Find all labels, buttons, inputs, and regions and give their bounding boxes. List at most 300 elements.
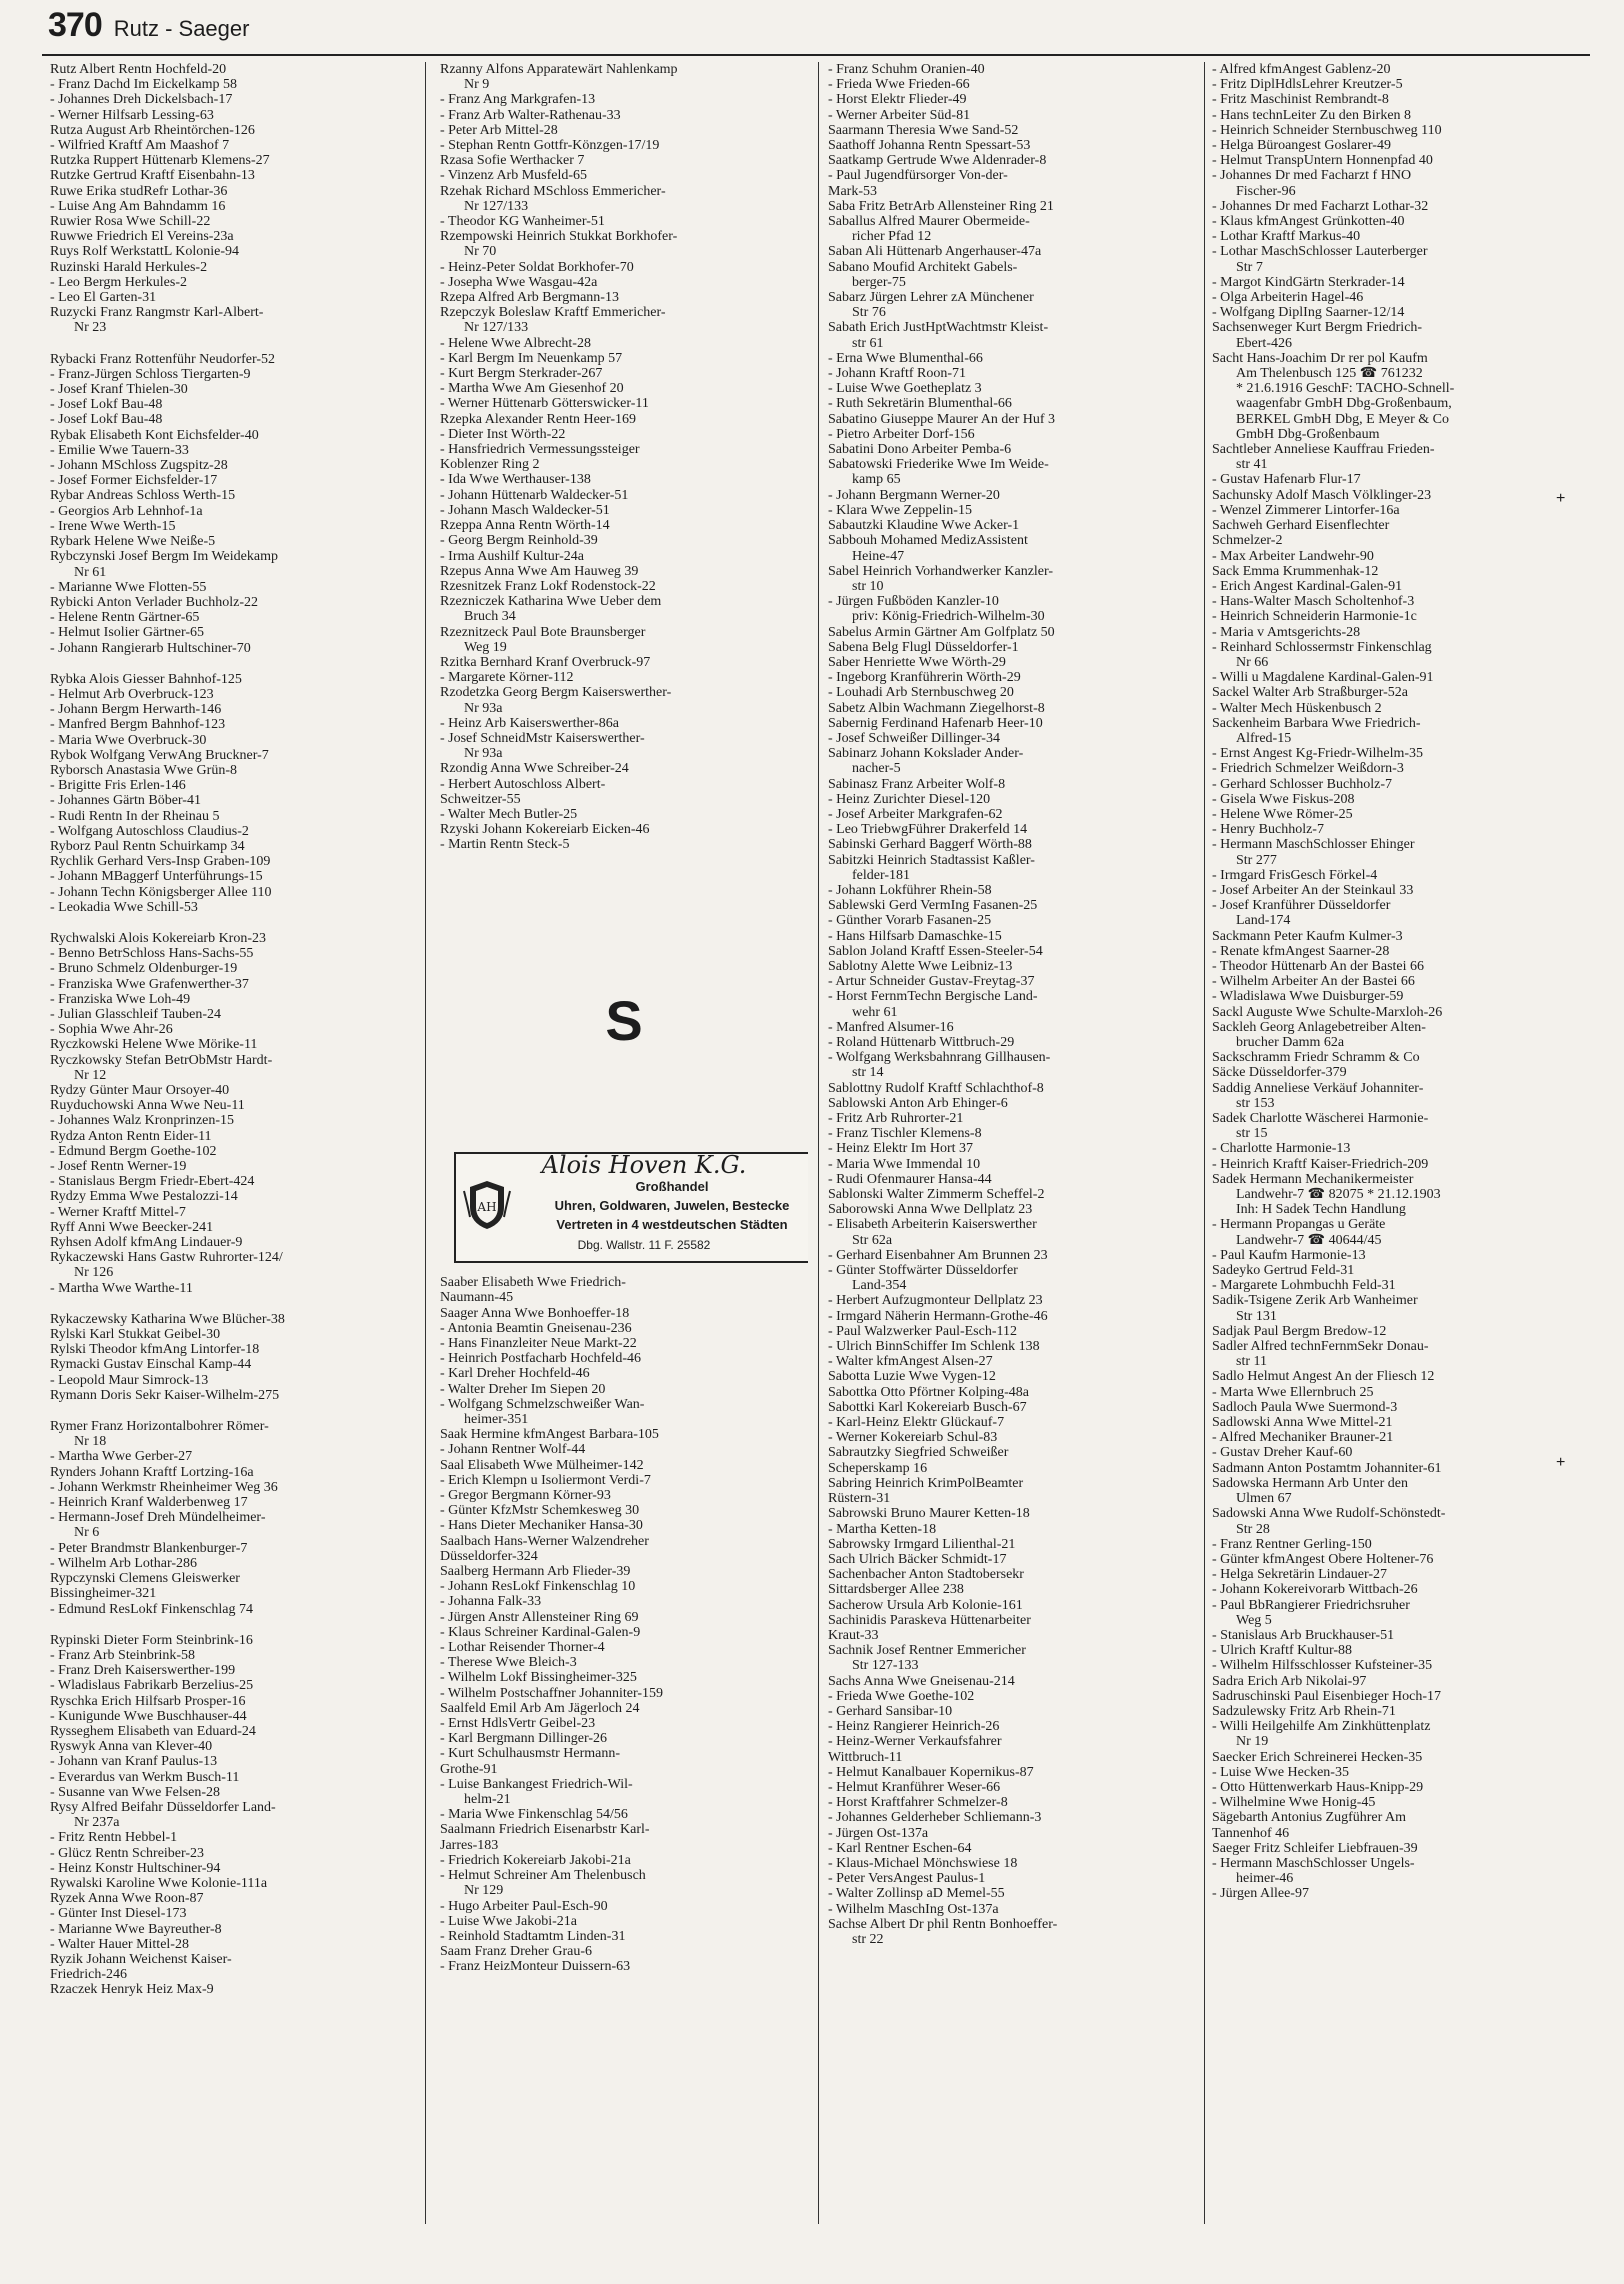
directory-entry: Schweitzer-55	[440, 791, 521, 807]
directory-entry: - Manfred Bergm Bahnhof-123	[50, 717, 226, 733]
directory-entry: - Irmgard FrisGesch Förkel-4	[1212, 867, 1378, 883]
svg-text:AH: AH	[477, 1200, 497, 1215]
directory-entry: - Josepha Wwe Wasgau-42a	[440, 274, 598, 290]
directory-entry: - Kurt Schulhausmstr Hermann-	[440, 1746, 621, 1762]
directory-entry: - Willi Heilgehilfe Am Zinkhüttenplatz	[1212, 1719, 1431, 1735]
directory-entry: - Karl Rentner Eschen-64	[828, 1840, 972, 1856]
entry-continuation: heimer-46	[1236, 1871, 1294, 1887]
entry-continuation: Landwehr-7 ☎ 40644/45	[1236, 1232, 1382, 1248]
directory-entry: Sachunsky Adolf Masch Völklinger-23	[1212, 487, 1432, 503]
entry-continuation: Inh: H Sadek Techn Handlung	[1236, 1202, 1406, 1218]
directory-entry: Sadowski Anna Wwe Rudolf-Schönstedt-	[1212, 1506, 1446, 1522]
directory-entry: - Friedrich Schmelzer Weißdorn-3	[1212, 761, 1404, 777]
directory-entry: Saalberg Hermann Arb Flieder-39	[440, 1564, 631, 1580]
directory-entry: Sabel Heinrich Vorhandwerker Kanzler-	[828, 563, 1054, 579]
directory-entry: - Johannes Gärtn Böber-41	[50, 793, 201, 809]
directory-entry: - Heinrich Postfacharb Hochfeld-46	[440, 1351, 641, 1367]
directory-entry: Sabrautzky Siegfried Schweißer	[828, 1445, 1009, 1461]
directory-entry: Rybar Andreas Schloss Werth-15	[50, 488, 236, 504]
directory-entry: - Helmut Kanalbauer Kopernikus-87	[828, 1764, 1034, 1780]
directory-entry: Saballus Alfred Maurer Obermeide-	[828, 214, 1030, 230]
directory-entry: - Johannes Gelderheber Schliemann-3	[828, 1810, 1042, 1826]
directory-entry: - Günter KfzMstr Schemkesweg 30	[440, 1503, 640, 1519]
directory-entry: Sittardsberger Allee 238	[828, 1582, 964, 1598]
directory-entry: - Maria Wwe Overbruck-30	[50, 732, 207, 748]
directory-entry: - Wilhelmine Wwe Honig-45	[1212, 1795, 1376, 1811]
directory-entry: - Leo TriebwgFührer Drakerfeld 14	[828, 822, 1028, 838]
directory-entry: Sabelus Armin Gärtner Am Golfplatz 50	[828, 624, 1055, 640]
plus-mark: +	[1556, 1454, 1566, 1471]
directory-entry: Rzanny Alfons Apparatewärt Nahlenkamp	[440, 62, 678, 77]
directory-entry: - Johann Lokführer Rhein-58	[828, 882, 992, 898]
directory-entry: Saaber Elisabeth Wwe Friedrich-	[440, 1275, 626, 1291]
entry-continuation: Str 76	[852, 305, 886, 321]
directory-entry: Säcke Düsseldorfer-379	[1212, 1065, 1347, 1081]
directory-entry: - Josef Arbeiter Markgrafen-62	[828, 806, 1003, 822]
entry-continuation: str 22	[852, 1931, 884, 1947]
entry-continuation: str 10	[852, 578, 884, 594]
directory-entry: Düsseldorfer-324	[440, 1548, 538, 1564]
directory-entry: - Paul Walzwerker Paul-Esch-112	[828, 1323, 1017, 1339]
entry-continuation: Nr 93a	[464, 746, 503, 762]
directory-entry: - Marianne Wwe Flotten-55	[50, 579, 207, 595]
directory-entry: Sablonski Walter Zimmerm Scheffel-2	[828, 1187, 1045, 1203]
entry-continuation: kamp 65	[852, 472, 901, 488]
directory-entry: Sadowska Hermann Arb Unter den	[1212, 1475, 1408, 1491]
directory-entry: - Josef Lokf Bau-48	[50, 412, 163, 428]
directory-entry: Saecker Erich Schreinerei Hecken-35	[1212, 1749, 1423, 1765]
directory-entry: - Artur Schneider Gustav-Freytag-37	[828, 974, 1035, 990]
directory-entry: - Erich Angest Kardinal-Galen-91	[1212, 578, 1403, 594]
directory-entry: Friedrich-246	[50, 1967, 127, 1983]
directory-entry: Rzezniczek Katharina Wwe Ueber dem	[440, 594, 662, 610]
directory-entry: Rypinski Dieter Form Steinbrink-16	[50, 1632, 253, 1648]
directory-entry: - Gerhard Sansibar-10	[828, 1703, 953, 1719]
directory-entry: Rzodetzka Georg Bergm Kaiserswerther-	[440, 685, 672, 701]
directory-entry: - Heinrich Schneider Sternbuschweg 110	[1212, 122, 1442, 138]
directory-entry: - Fritz DiplHdlsLehrer Kreutzer-5	[1212, 77, 1403, 93]
directory-entry: - Franz Rentner Gerling-150	[1212, 1536, 1372, 1552]
directory-entry: Rzepus Anna Wwe Am Hauweg 39	[440, 563, 639, 579]
directory-entry: - Wolfgang DiplIng Saarner-12/14	[1212, 305, 1405, 321]
directory-entry: Ruwe Erika studRefr Lothar-36	[50, 183, 228, 199]
directory-entry: - Josef Kranführer Düsseldorfer	[1212, 898, 1391, 914]
directory-entry: - Gustav Hafenarb Flur-17	[1212, 472, 1361, 488]
directory-entry: - Johann Bergmann Werner-20	[828, 487, 1000, 503]
entry-continuation: Str 28	[1236, 1521, 1270, 1537]
directory-entry: - Leokadia Wwe Schill-53	[50, 899, 198, 915]
directory-entry: - Erna Wwe Blumenthal-66	[828, 350, 983, 366]
directory-entry: - Glücz Rentn Schreiber-23	[50, 1845, 205, 1861]
directory-entry: - Franz Dachd Im Eickelkamp 58	[50, 77, 237, 93]
directory-entry: - Lothar Kraftf Markus-40	[1212, 229, 1361, 245]
directory-entry: - Lothar MaschSchlosser Lauterberger	[1212, 244, 1428, 260]
directory-column-2	[440, 62, 808, 2224]
directory-entry: Rybok Wolfgang VerwAng Bruckner-7	[50, 747, 269, 763]
entry-continuation: wehr 61	[852, 1004, 898, 1020]
directory-entry: - Johann Rentner Wolf-44	[440, 1442, 586, 1458]
directory-entry: - Josef Lokf Bau-48	[50, 397, 163, 413]
directory-entry: Saddig Anneliese Verkäuf Johanniter-	[1212, 1080, 1424, 1096]
directory-entry: Sadjak Paul Bergm Bredow-12	[1212, 1323, 1387, 1339]
directory-entry: Sachinidis Paraskeva Hüttenarbeiter	[828, 1612, 1031, 1628]
directory-entry: Ruwwe Friedrich El Vereins-23a	[50, 229, 234, 245]
directory-entry: Sabatini Dono Arbeiter Pemba-6	[828, 442, 1012, 458]
directory-entry: Sadmann Anton Postamtm Johanniter-61	[1212, 1460, 1442, 1476]
directory-entry: - Walter Zollinsp aD Memel-55	[828, 1886, 1005, 1902]
directory-entry: - Franz HeizMonteur Duissern-63	[440, 1959, 631, 1975]
directory-entry: Rutzka Ruppert Hüttenarb Klemens-27	[50, 153, 270, 169]
directory-entry: - Klaus-Michael Mönchswiese 18	[828, 1855, 1018, 1871]
entry-continuation: Nr 127/133	[464, 320, 529, 336]
directory-entry: - Werner Arbeiter Süd-81	[828, 107, 971, 123]
entry-continuation: Ulmen 67	[1236, 1491, 1292, 1507]
directory-entry: - Werner Hüttenarb Götterswicker-11	[440, 396, 649, 412]
directory-entry: - Johann Kraftf Roon-71	[828, 366, 967, 382]
entry-continuation: Nr 70	[464, 244, 497, 260]
directory-column-3	[828, 62, 1192, 2224]
directory-entry: - Jürgen Anstr Allensteiner Ring 69	[440, 1609, 639, 1625]
directory-entry: - Rudi Ofenmaurer Hansa-44	[828, 1171, 992, 1187]
directory-entry: Rzesnitzek Franz Lokf Rodenstock-22	[440, 578, 656, 594]
directory-entry: - Wilhelm MaschIng Ost-137a	[828, 1901, 999, 1917]
directory-entry: - Josef Former Eichsfelder-17	[50, 473, 218, 489]
directory-entry: Rzeppa Anna Rentn Wörth-14	[440, 518, 610, 534]
directory-entry: - Hans Hilfsarb Damaschke-15	[828, 928, 1002, 944]
entry-continuation: Nr 61	[74, 564, 107, 580]
directory-entry: - Georgios Arb Lehnhof-1a	[50, 503, 203, 519]
directory-entry: Sadlo Helmut Angest An der Fliesch 12	[1212, 1369, 1435, 1385]
entry-continuation: waagenfabr GmbH Dbg-Großenbaum,	[1236, 396, 1452, 412]
directory-entry: Saatkamp Gertrude Wwe Aldenrader-8	[828, 153, 1047, 169]
directory-entry: Ryczkowski Helene Wwe Mörike-11	[50, 1037, 258, 1053]
directory-entry: - Walter kfmAngest Alsen-27	[828, 1354, 993, 1370]
directory-entry: Sabinarz Johann Kokslader Ander-	[828, 746, 1024, 762]
directory-entry: Sabetz Albin Wachmann Ziegelhorst-8	[828, 700, 1045, 716]
directory-entry: - Helmut TranspUntern Honnenpfad 40	[1212, 153, 1433, 169]
entry-continuation: heimer-351	[464, 1412, 529, 1427]
directory-entry: Saborowski Anna Wwe Dellplatz 23	[828, 1202, 1033, 1218]
directory-entry: - Frieda Wwe Frieden-66	[828, 77, 970, 93]
entry-continuation: Land-354	[852, 1278, 907, 1294]
directory-entry: - Margot KindGärtn Sterkrader-14	[1212, 274, 1405, 290]
directory-entry: - Wolfgang Schmelzschweißer Wan-	[440, 1396, 645, 1412]
directory-entry: - Helene Wwe Römer-25	[1212, 806, 1353, 822]
directory-entry: Sachtleber Anneliese Kauffrau Frieden-	[1212, 442, 1435, 458]
directory-entry: - Heinz Konstr Hultschiner-94	[50, 1860, 221, 1876]
directory-entry: - Walter Mech Hüskenbusch 2	[1212, 700, 1382, 716]
directory-entry: - Werner Hilfsarb Lessing-63	[50, 107, 214, 123]
directory-entry: - Stanislaus Arb Bruckhauser-51	[1212, 1627, 1395, 1643]
directory-entry: Ryborz Paul Rentn Schuirkamp 34	[50, 838, 245, 854]
directory-entry: - Günter Stoffwärter Düsseldorfer	[828, 1263, 1018, 1279]
entry-continuation: Nr 127/133	[464, 198, 529, 214]
entry-continuation: berger-75	[852, 274, 906, 290]
directory-entry: - Luise Wwe Hecken-35	[1212, 1764, 1349, 1780]
directory-entry: - Irma Aushilf Kultur-24a	[440, 548, 584, 564]
directory-entry: Saeger Fritz Schleifer Liebfrauen-39	[1212, 1840, 1418, 1856]
directory-entry: Ruzinski Harald Herkules-2	[50, 259, 208, 275]
directory-entry: Sacht Hans-Joachim Dr rer pol Kaufm	[1212, 350, 1428, 366]
directory-entry: - Josef SchneidMstr Kaiserswerther-	[440, 730, 645, 746]
directory-entry: - Hans technLeiter Zu den Birken 8	[1212, 107, 1412, 123]
entry-continuation: brucher Damm 62a	[1236, 1035, 1345, 1050]
directory-entry: - Wilfried Kraftf Am Maashof 7	[50, 138, 230, 154]
directory-entry: - Johann Bergm Herwarth-146	[50, 702, 222, 718]
directory-entry: - Wilhelm Hilfsschlosser Kufsteiner-35	[1212, 1658, 1433, 1674]
directory-entry: Ryborsch Anastasia Wwe Grün-8	[50, 762, 237, 778]
directory-entry: - Günther Vorarb Fasanen-25	[828, 913, 992, 929]
directory-entry: - Hermann MaschSchlosser Ungels-	[1212, 1855, 1415, 1871]
directory-entry: - Johann MSchloss Zugspitz-28	[50, 458, 228, 474]
directory-entry: - Jürgen Fußböden Kanzler-10	[828, 594, 999, 610]
directory-entry: - Louhadi Arb Sternbuschweg 20	[828, 685, 1014, 701]
directory-entry: - Leo Bergm Herkules-2	[50, 274, 187, 290]
directory-entry: - Alfred Mechaniker Brauner-21	[1212, 1430, 1394, 1446]
directory-entry: - Klara Wwe Zeppelin-15	[828, 502, 972, 518]
directory-entry: Rybka Alois Giesser Bahnhof-125	[50, 671, 242, 687]
directory-entry: - Pietro Arbeiter Dorf-156	[828, 426, 975, 442]
directory-entry: - Therese Wwe Bleich-3	[440, 1655, 577, 1671]
directory-entry: Sabano Moufid Architekt Gabels-	[828, 259, 1018, 275]
directory-entry: Sabena Belg Flugl Düsseldorfer-1	[828, 639, 1019, 655]
entry-continuation: Fischer-96	[1236, 183, 1296, 199]
entry-continuation: Landwehr-7 ☎ 82075 * 21.12.1903	[1236, 1187, 1441, 1203]
directory-entry: - Walter Dreher Im Siepen 20	[440, 1381, 606, 1397]
directory-entry: - Theodor Hüttenarb An der Bastei 66	[1212, 958, 1425, 974]
entry-gap	[50, 656, 414, 672]
directory-entry: - Gisela Wwe Fiskus-208	[1212, 791, 1355, 807]
directory-entry: - Fritz Rentn Hebbel-1	[50, 1830, 178, 1846]
entry-continuation: Str 127-133	[852, 1658, 919, 1674]
directory-entry: - Hermann-Josef Dreh Mündelheimer-	[50, 1510, 266, 1526]
directory-entry: Ryschka Erich Hilfsarb Prosper-16	[50, 1693, 246, 1709]
directory-entry: Saak Hermine kfmAngest Barbara-105	[440, 1427, 659, 1443]
directory-entry: - Helene Rentn Gärtner-65	[50, 610, 200, 626]
directory-entry: Sackl Auguste Wwe Schulte-Marxloh-26	[1212, 1004, 1443, 1020]
directory-entry: Rychlik Gerhard Vers-Insp Graben-109	[50, 854, 271, 870]
directory-entry: - Gerhard Eisenbahner Am Brunnen 23	[828, 1247, 1048, 1263]
directory-entry: Sackmann Peter Kaufm Kulmer-3	[1212, 928, 1403, 944]
directory-entry: - Karl Bergm Im Neuenkamp 57	[440, 350, 623, 366]
directory-entry: - Elisabeth Arbeiterin Kaiserswerther	[828, 1217, 1037, 1233]
directory-entry: Saalbach Hans-Werner Walzendreher	[440, 1533, 649, 1549]
directory-entry: Saban Ali Hüttenarb Angerhauser-47a	[828, 244, 1042, 260]
entry-continuation: Nr 12	[74, 1067, 107, 1083]
directory-entry: Rydzy Emma Wwe Pestalozzi-14	[50, 1189, 238, 1205]
directory-entry: - Paul BbRangierer Friedrichsruher	[1212, 1597, 1410, 1613]
directory-column-1	[50, 62, 414, 2224]
advertisement-box	[454, 1152, 808, 1263]
directory-entry: Rzepka Alexander Rentn Heer-169	[440, 411, 637, 427]
directory-entry: - Josef Kranf Thielen-30	[50, 382, 188, 398]
entry-continuation: helm-21	[464, 1792, 511, 1808]
directory-entry: Rysy Alfred Beifahr Düsseldorfer Land-	[50, 1799, 276, 1815]
directory-entry: Rybak Elisabeth Kont Eichsfelder-40	[50, 427, 259, 443]
entries-s-section	[440, 1275, 808, 1974]
directory-entry: - Johann Masch Waldecker-51	[440, 502, 610, 518]
directory-entry: Rykaczewsky Katharina Wwe Blücher-38	[50, 1311, 285, 1327]
directory-entry: Rzehak Richard MSchloss Emmericher-	[440, 183, 666, 199]
directory-entry: - Franz Arb Walter-Rathenau-33	[440, 107, 621, 123]
running-title: Rutz - Saeger	[113, 16, 250, 41]
directory-entry: - Franz Tischler Klemens-8	[828, 1126, 982, 1142]
directory-entry: - Jürgen Allee-97	[1212, 1886, 1309, 1902]
directory-entry: - Gerhard Schlosser Buchholz-7	[1212, 776, 1393, 792]
directory-entry: Ryzek Anna Wwe Roon-87	[50, 1891, 204, 1907]
entry-continuation: str 61	[852, 335, 884, 351]
directory-entry: - Sophia Wwe Ahr-26	[50, 1022, 173, 1038]
directory-entry: - Franz Dreh Kaiserswerther-199	[50, 1663, 236, 1679]
directory-entry: - Manfred Alsumer-16	[828, 1019, 954, 1035]
entry-continuation: Str 7	[1236, 259, 1263, 275]
column-divider	[1204, 62, 1205, 2224]
directory-entry: - Stephan Rentn Gottfr-Könzgen-17/19	[440, 138, 660, 154]
directory-entry: - Helmut Arb Overbruck-123	[50, 686, 214, 702]
directory-entry: Rzitka Bernhard Kranf Overbruck-97	[440, 654, 651, 670]
directory-entry: Bissingheimer-321	[50, 1586, 157, 1602]
directory-entry: - Wilhelm Arbeiter An der Bastei 66	[1212, 974, 1415, 990]
directory-entry: - Helmut Isolier Gärtner-65	[50, 625, 205, 641]
directory-entry: - Karl Bergmann Dillinger-26	[440, 1731, 608, 1747]
directory-entry: Rzaczek Henryk Heiz Max-9	[50, 1982, 214, 1998]
directory-entry: Sadzulewsky Fritz Arb Rhein-71	[1212, 1703, 1396, 1719]
directory-entry: - Jürgen Ost-137a	[828, 1825, 929, 1841]
directory-entry: - Ernst HdlsVertr Geibel-23	[440, 1716, 596, 1732]
directory-entry: Saarmann Theresia Wwe Sand-52	[828, 122, 1019, 138]
directory-entry: - Maria v Amtsgerichts-28	[1212, 624, 1361, 640]
entry-continuation: Nr 129	[464, 1883, 504, 1899]
directory-entry: - Roland Hüttenarb Wittbruch-29	[828, 1035, 1015, 1050]
page-header	[48, 6, 249, 46]
directory-entry: Rywalski Karoline Wwe Kolonie-111a	[50, 1875, 268, 1891]
directory-entry: - Margarete Lohmbuchh Feld-31	[1212, 1278, 1396, 1294]
directory-entry: - Johann Kokereivorarb Wittbach-26	[1212, 1582, 1418, 1598]
directory-entry: - Reinhold Stadtamtm Linden-31	[440, 1928, 626, 1944]
directory-entry: - Martha Wwe Warthe-11	[50, 1280, 193, 1296]
entry-continuation: Nr 126	[74, 1265, 114, 1281]
directory-entry: Ryswyk Anna van Klever-40	[50, 1739, 213, 1755]
directory-entry: Jarres-183	[440, 1837, 499, 1853]
directory-entry: Sachnik Josef Rentner Emmericher	[828, 1643, 1026, 1659]
directory-entry: - Peter Brandmstr Blankenburger-7	[50, 1540, 248, 1556]
directory-entry: - Franziska Wwe Grafenwerther-37	[50, 976, 249, 992]
directory-entry: - Edmund Bergm Goethe-102	[50, 1143, 217, 1159]
directory-entry: - Dieter Inst Wörth-22	[440, 426, 566, 442]
directory-entry: Naumann-45	[440, 1290, 514, 1306]
directory-entry: Saam Franz Dreher Grau-6	[440, 1944, 592, 1960]
entry-continuation: Str 277	[1236, 852, 1277, 868]
directory-entry: - Friedrich Kokereiarb Jakobi-21a	[440, 1852, 631, 1868]
directory-entry: Rüstern-31	[828, 1491, 891, 1507]
column-divider	[425, 62, 426, 2224]
directory-entry: - Johann Hüttenarb Waldecker-51	[440, 487, 629, 503]
entry-gap	[50, 1403, 414, 1419]
directory-entry: - Emilie Wwe Tauern-33	[50, 442, 189, 458]
entry-continuation: Am Thelenbusch 125 ☎ 761232	[1236, 366, 1423, 382]
directory-entry: - Klaus Schreiner Kardinal-Galen-9	[440, 1624, 641, 1640]
directory-entry: Sabatowski Friederike Wwe Im Weide-	[828, 457, 1049, 473]
directory-entry: - Irmgard Näherin Hermann-Grothe-46	[828, 1308, 1048, 1324]
directory-entry: Rzepa Alfred Arb Bergmann-13	[440, 290, 619, 306]
directory-entry: - Luise Ang Am Bahndamm 16	[50, 198, 226, 214]
directory-entry: - Johann Rangierarb Hultschiner-70	[50, 640, 251, 656]
directory-entry: Rzyski Johann Kokereiarb Eicken-46	[440, 822, 650, 838]
directory-entry: Sadloch Paula Wwe Suermond-3	[1212, 1399, 1398, 1415]
directory-entry: Sack Emma Krummenhak-12	[1212, 563, 1379, 579]
entry-continuation: Land-174	[1236, 913, 1291, 929]
entry-gap	[50, 1617, 414, 1633]
directory-entry: - Kunigunde Wwe Buschhauser-44	[50, 1708, 247, 1724]
entry-continuation: felder-181	[852, 867, 911, 883]
directory-entry: - Maria Wwe Finkenschlag 54/56	[440, 1807, 628, 1823]
directory-entry: Saalmann Friedrich Eisenarbstr Karl-	[440, 1822, 650, 1838]
directory-entry: - Wladislaus Fabrikarb Berzelius-25	[50, 1678, 254, 1694]
directory-entry: - Herbert Autoschloss Albert-	[440, 776, 606, 792]
directory-entry: - Luise Wwe Goetheplatz 3	[828, 381, 982, 397]
directory-entry: Sadek Hermann Mechanikermeister	[1212, 1171, 1414, 1187]
directory-entry: Grothe-91	[440, 1761, 498, 1777]
directory-entry: Sachweh Gerhard Eisenflechter	[1212, 518, 1390, 534]
directory-entry: Rymer Franz Horizontalbohrer Römer-	[50, 1419, 269, 1435]
directory-entry: Sadik-Tsigene Zerik Arb Wanheimer	[1212, 1293, 1418, 1309]
directory-entry: Sabring Heinrich KrimPolBeamter	[828, 1475, 1024, 1491]
directory-entry: - Edmund ResLokf Finkenschlag 74	[50, 1601, 253, 1617]
directory-entry: - Everardus van Werkm Busch-11	[50, 1769, 240, 1785]
directory-entry: Saager Anna Wwe Bonhoeffer-18	[440, 1305, 630, 1321]
directory-entry: - Josef Schweißer Dillinger-34	[828, 730, 1000, 746]
directory-entry: Sabitzki Heinrich Stadtassist Kaßler-	[828, 852, 1035, 868]
entry-continuation: BERKEL GmbH Dbg, E Meyer & Co	[1236, 411, 1449, 427]
directory-entry: Rypczynski Clemens Gleiswerker	[50, 1571, 240, 1587]
directory-entry: Sachenbacher Anton Stadtobersekr	[828, 1567, 1024, 1583]
entry-continuation: Weg 5	[1236, 1612, 1272, 1628]
directory-entry: Sabbouh Mohamed MedizAssistent	[828, 533, 1028, 549]
entry-continuation: Nr 93a	[464, 700, 503, 716]
directory-entry: Sadra Erich Arb Nikolai-97	[1212, 1673, 1367, 1689]
entry-continuation: str 11	[1236, 1354, 1267, 1370]
directory-entry: - Rudi Rentn In der Rheinau 5	[50, 808, 220, 824]
directory-entry: - Franziska Wwe Loh-49	[50, 991, 191, 1007]
directory-entry: Rzepczyk Boleslaw Kraftf Emmericher-	[440, 305, 666, 321]
directory-entry: Rymacki Gustav Einschal Kamp-44	[50, 1357, 252, 1373]
directory-entry: - Theodor KG Wanheimer-51	[440, 214, 605, 230]
directory-entry: Rylski Karl Stukkat Geibel-30	[50, 1327, 221, 1343]
directory-entry: Saathoff Johanna Rentn Spessart-53	[828, 138, 1031, 154]
directory-entry: - Charlotte Harmonie-13	[1212, 1141, 1351, 1157]
directory-entry: - Fritz Maschinist Rembrandt-8	[1212, 92, 1389, 108]
directory-entry: - Heinz Elektr Im Hort 37	[828, 1141, 974, 1157]
directory-entry: - Max Arbeiter Landwehr-90	[1212, 548, 1374, 564]
directory-entry: Sachs Anna Wwe Gneisenau-214	[828, 1673, 1015, 1689]
directory-entry: - Werner Kraftf Mittel-7	[50, 1204, 186, 1220]
directory-entry: - Vinzenz Arb Musfeld-65	[440, 168, 588, 184]
directory-entry: Rybark Helene Wwe Neiße-5	[50, 534, 216, 550]
directory-entry: - Josef Arbeiter An der Steinkaul 33	[1212, 882, 1414, 898]
page-number: 370	[48, 6, 102, 44]
directory-entry: - Benno BetrSchloss Hans-Sachs-55	[50, 946, 254, 962]
directory-entry: - Günter Inst Diesel-173	[50, 1906, 187, 1922]
directory-entry: Rybacki Franz Rottenführ Neudorfer-52	[50, 351, 276, 367]
directory-entry: - Willi u Magdalene Kardinal-Galen-91	[1212, 670, 1434, 686]
directory-entry: - Paul Jugendfürsorger Von-der-	[828, 168, 1008, 184]
directory-entry: - Luise Bankangest Friedrich-Wil-	[440, 1776, 633, 1792]
directory-entry: - Horst Kraftfahrer Schmelzer-8	[828, 1795, 1008, 1811]
directory-entry: - Walter Hauer Mittel-28	[50, 1936, 189, 1952]
directory-entry: Sabernig Ferdinand Hafenarb Heer-10	[828, 715, 1043, 731]
directory-entry: Sackleh Georg Anlagebetreiber Alten-	[1212, 1019, 1426, 1035]
directory-entry: - Martha Wwe Am Giesenhof 20	[440, 381, 624, 397]
